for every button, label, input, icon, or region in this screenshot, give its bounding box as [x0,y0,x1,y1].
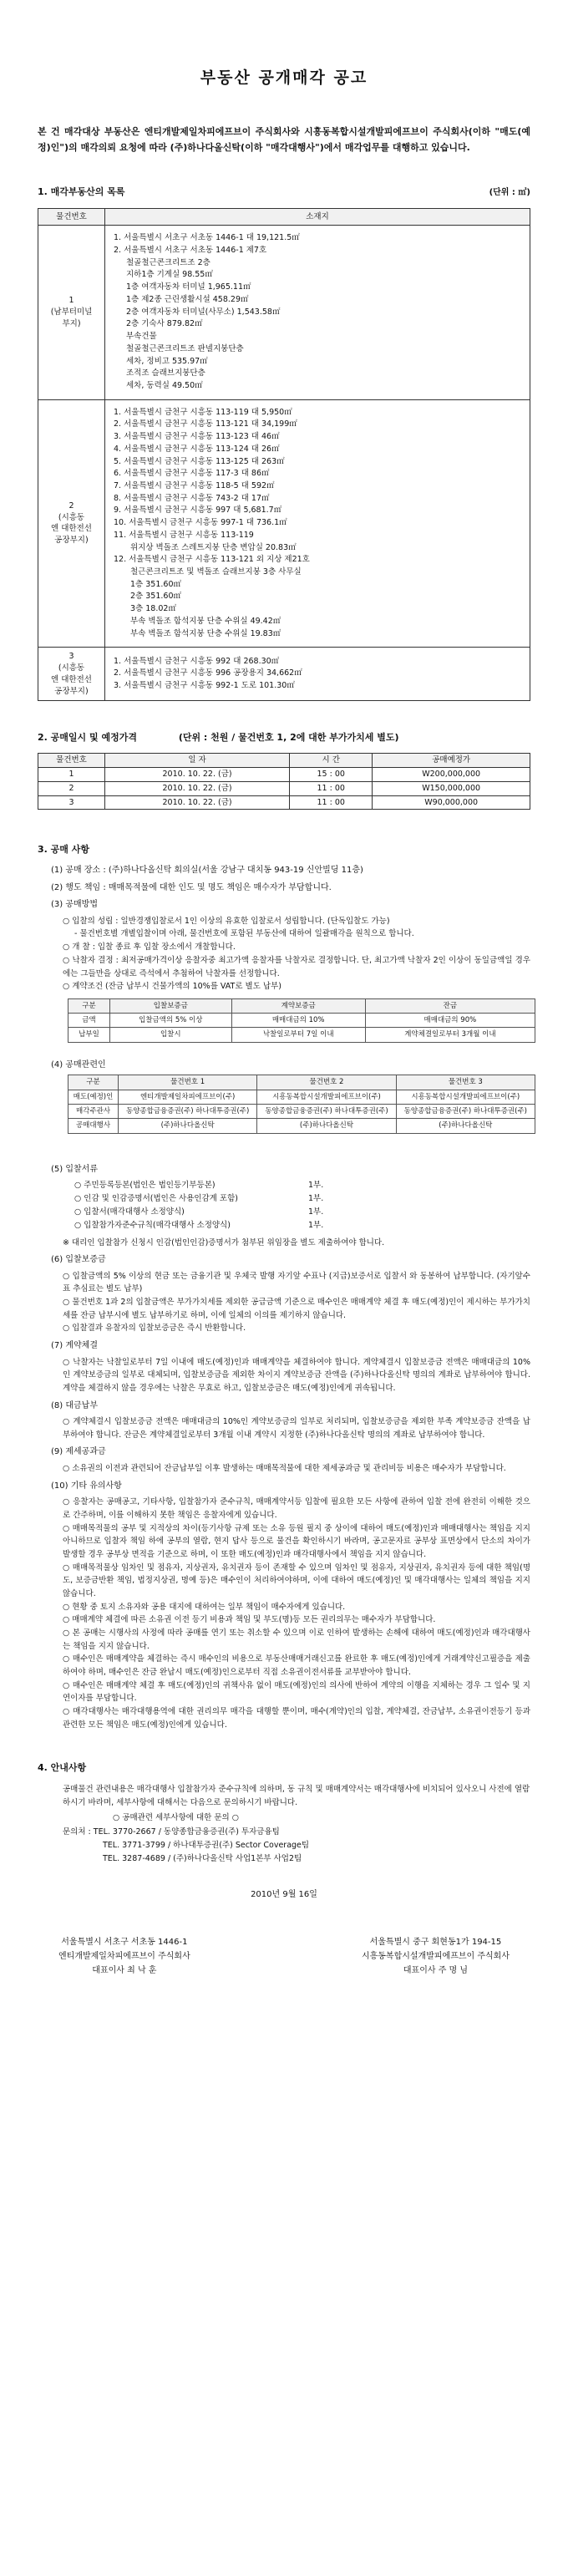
method-bid-unit: - 물건번호별 개별입찰이며 아래, 물건번호에 포함된 부동산에 대하여 일괄매각을 원칙으로 합니다. [74,929,414,939]
section1-unit: (단위 : ㎡) [489,188,530,198]
property-number-line: 엔 대한전선 [51,674,92,684]
payment-text: ○ 계약체결시 입찰보증금 전액은 매매대금의 10%인 계약보증금의 일부로 처리되며, 입찰보증금을 제외한 부족 계약보증금 잔액을 납부하여야 합니다. 잔금은 계약체결일로부터 3개월 이내 계약시 지정한 (주)하나다올신탁 명의의 계좌로 납부하여야 합니다. [63,1417,530,1440]
deposit-refund: ○ 입찰결과 유찰자의 입찰보증금은 즉시 반환합니다. [63,1324,246,1334]
info-subtitle: ○ 공매관련 세부사항에 대한 문의 ○ [113,1813,239,1823]
location-line: 2. 서울특별시 서초구 서초동 1446-1 제7호 [114,246,267,256]
pt-col-1: 물건번호 1 [119,1075,257,1090]
contact-line-3: TEL. 3287-4689 / (주)하나다올신탁 사업1본부 사업2팀 [103,1853,302,1863]
ct-col-3: 잔금 [365,998,535,1013]
item-deposit: (6) 입찰보증금 [51,1255,106,1265]
location-line: 2층 351.60㎡ [130,592,181,602]
location-line: 1층 351.60㎡ [130,579,181,589]
seller-left [58,1935,190,1978]
col-header-price: 공매예정가 [373,754,530,768]
location-line: 철골철근콘크리트조 판넬지붕단층 [126,343,244,353]
contract-row [68,1028,535,1042]
notice-date: 2010년 9월 16일 [251,1890,317,1900]
schedule-cell: 3 [38,795,105,810]
note-item: ○ 매매목적물의 공부 및 지적상의 차이(등기사항 규제 또는 소유 등원 필지 중 상이에 대하여 매도(예정)인과 매매대행사는 책임을 지지 아니하므로 입찰자 책임 하에 공부의 열람, 현지 답사 등으로 물건을 확인하시기 바라며, 공고문자료 공부상 표면상에서 단소의 차이가 발생할 경우 공부상 면적을 기준으로 하며, 이 또한 매도(예정)인과 매각대행사에서 책임을 지지 않습니다. [63,1523,530,1559]
pt-col-3: 물건번호 3 [396,1075,535,1090]
location-line: 12. 서울특별시 금천구 시흥동 113-121 외 지상 제21호 [114,555,310,565]
location-line: 2. 서울특별시 금천구 시흥동 996 공장용지 34,662㎡ [114,668,302,678]
property-location-cell [105,648,530,701]
property-list-table [38,208,530,702]
pt-col-0: 구분 [68,1075,119,1090]
seller-right-address: 서울특별시 중구 회현동1가 194-15 [369,1937,502,1947]
location-line: 10. 서울특별시 금천구 시흥동 997-1 대 736.1㎡ [114,518,287,528]
location-line: 1. 서울특별시 금천구 시흥동 992 대 268.30㎡ [114,656,280,666]
property-number-cell [38,399,105,648]
document-item [38,1179,530,1192]
property-location-cell [105,399,530,648]
note-item: ○ 응찰자는 공매공고, 기타사항, 입찰참가자 준수규칙, 매매계약서등 입찰에 필요한 모든 사항에 관하여 입찰 전에 완전히 이해한 것으로 간주하며, 이를 이해하지 못한 책임은 응찰자에게 있습니다. [63,1497,530,1520]
col-header-location: 소재지 [105,208,530,226]
location-line: 2. 서울특별시 금천구 시흥동 113-121 대 34,199㎡ [114,419,297,429]
contract-row [68,1014,535,1028]
parties-table [68,1075,535,1133]
contract-cell: 낙찰일로부터 7일 이내 [231,1028,365,1042]
party-cell: (주)하나다올신탁 [119,1119,257,1133]
contract-cell: 계약체결일로부터 3개월 이내 [365,1028,535,1042]
location-line: 세차, 동력실 49.50㎡ [126,380,203,390]
schedule-cell: 2010. 10. 22. (금) [105,768,290,782]
document-name: ○ 인감 및 인감증명서(법인은 사용인감계 포함) [74,1194,238,1204]
seller-right-ceo: 대표이사 주 명 님 [403,1965,469,1975]
item-payment: (8) 대금납부 [51,1400,98,1410]
document-count: 1부. [308,1194,324,1204]
schedule-cell: 11 : 00 [290,781,373,795]
contract-text: ○ 낙찰자는 낙찰일로부터 7일 이내에 매도(예정)인과 매매계약을 체결하여야 합니다. 계약체결시 입찰보증금 전액은 매매대금의 10%인 계약보증금의 일부로 대체되며, 입찰보증금을 제외한 차이지 계약보증금 잔액을 (주)하나다올신탁 명의의 계좌로 납부하여야 합니다. 계약을 체결하지 않을 경우에는 낙찰은 무효로 하고, 입찰보증금은 매도(예정)인에게 귀속됩니다. [63,1357,530,1393]
note-item: ○ 본 공매는 시행사의 사정에 따라 공매를 연기 또는 취소할 수 있으며 이로 인하여 발생하는 손해에 대하여 매도(예정)인과 매각대행사는 책임을 지지 않습니다. [63,1628,530,1651]
schedule-row [38,795,530,810]
location-line: 부속 벽돌조 함석지붕 단층 수위실 49.42㎡ [130,616,281,626]
property-number-line: (시흥동 [58,663,85,673]
document-name: ○ 입찰서(매각대행사 소정양식) [74,1207,185,1217]
section3-heading: 3. 공매 사항 [38,844,89,856]
party-cell: 매각주관사 [68,1104,119,1118]
property-number-line: 공장부지) [54,686,89,696]
location-line: 9. 서울특별시 금천구 시흥동 997 대 5,681.7㎡ [114,506,282,516]
seller-right [362,1935,510,1978]
property-number-line: 3 [68,652,74,662]
party-cell: 동양종합금융증권(주) 하나대투증권(주) [119,1104,257,1118]
property-number-line: 부지) [62,318,81,328]
location-line: 위지상 벽돌조 스레트지붕 단층 변압실 20.83㎡ [130,542,297,552]
party-row [68,1090,535,1104]
method-winner: ○ 낙찰자 결정 : 최저공매가격이상 응찰자중 최고가액 응찰자를 낙찰자로 결정합니다. 단, 최고가액 낙찰자 2인 이상이 동일금액일 경우에는 그들만을 상대로 즉석에서 추첨하여 낙찰자를 선정합니다. [63,955,530,978]
schedule-cell: W90,000,000 [373,795,530,810]
item-delivery: (2) 행도 책임 : 매매목적물에 대한 인도 및 명도 책임은 매수자가 부담합니다. [51,882,332,892]
property-row [38,399,530,648]
documents-note: ※ 대리인 입찰참가 신청시 인감(법인인감)증명서가 첨부된 위임장을 별도 제출하여야 합니다. [63,1237,385,1247]
property-number-line: 엔 대한전선 [51,524,92,534]
schedule-row [38,781,530,795]
auction-schedule-table [38,753,530,810]
party-cell: 공매대행사 [68,1119,119,1133]
seller-right-company: 시흥동복합시설개발피에프브이 주식회사 [361,1951,510,1961]
schedule-cell: 2010. 10. 22. (금) [105,795,290,810]
location-line: 부속 벽돌조 함석지붕 단층 수위실 19.83㎡ [130,628,281,638]
note-item: ○ 매매계약 체결에 따른 소유권 이전 등기 비용과 책임 및 부도(명)등 모든 권리의무는 매수자가 부담합니다. [63,1615,436,1625]
location-line: 1층 여객자동차 터미널 1,965.11㎡ [126,282,251,292]
schedule-cell: W150,000,000 [373,781,530,795]
location-line: 8. 서울특별시 금천구 시흥동 743-2 대 17㎡ [114,493,270,503]
property-row [38,226,530,399]
schedule-cell: 2 [38,781,105,795]
property-location-cell [105,226,530,399]
party-cell: 시흥동복합시설개발피에프브이(주) [396,1090,535,1104]
location-line: 5. 서울특별시 금천구 시흥동 113-125 대 263㎡ [114,456,285,466]
party-cell: 동양종합금융증권(주) 하나대투증권(주) [396,1104,535,1118]
ct-col-2: 계약보증금 [231,998,365,1013]
schedule-cell: 15 : 00 [290,768,373,782]
document-name: ○ 입찰참가자준수규칙(매각대행사 소정양식) [74,1221,231,1231]
schedule-cell: 2010. 10. 22. (금) [105,781,290,795]
seller-left-ceo: 대표이사 최 낙 훈 [92,1965,157,1975]
property-number-line: 1 [68,296,74,306]
contact-line-2: TEL. 3771-3799 / 하나대투증권(주) Sector Coverage팀 [103,1840,310,1850]
col-header-number: 물건번호 [38,754,105,768]
location-line: 1. 서울특별시 금천구 시흥동 113-119 대 5,950㎡ [114,407,292,417]
party-cell: 시흥동복합시설개발피에프브이(주) [257,1090,396,1104]
property-number-cell [38,226,105,399]
method-opening: ○ 개 찰 : 입찰 종료 후 입찰 장소에서 개찰합니다. [63,943,236,953]
property-number-line: 2 [68,500,74,511]
note-item: ○ 매수인은 매매계약을 체결하는 즉시 매수인의 비용으로 부동산매매거래신고를 완료한 후 매도(예정)인에게 거래계약신고필증을 제출하여야 하며, 매수인은 잔금 완납시 매도(예정)인으로부터 직접 소유권이전서류를 교부받아야 합니다. [63,1654,530,1677]
section2-header [38,731,530,744]
section2-unit: (단위 : 천원 / 물건번호 1, 2에 대한 부가가치세 별도) [178,732,399,744]
intro-paragraph: 본 건 매각대상 부동산은 엔티개발제일차피에프브이 주식회사와 시흥동복합시설개발피에프브이 주식회사(이하 "매도(예정)인")의 매각의뢰 요청에 따라 (주)하나다올신탁(이하 "매각대행사")에서 매각업무를 대행하고 있습니다. [38,125,530,153]
document-item [38,1206,530,1219]
location-line: 3. 서울특별시 금천구 시흥동 113-123 대 46㎡ [114,432,280,442]
property-number-line: 공장부지) [54,536,89,546]
location-line: 부속건물 [126,332,157,342]
location-line: 2층 기숙사 879.82㎡ [126,319,203,329]
document-count: 1부. [308,1207,324,1217]
schedule-cell: 1 [38,768,105,782]
section2-heading: 2. 공매일시 및 예정가격 [38,732,137,744]
location-line: 1. 서울특별시 서초구 서초동 1446-1 대 19,121.5㎡ [114,233,300,243]
item-contract: (7) 계약체결 [51,1341,98,1351]
contact-line-1: 문의처 : TEL. 3770-2667 / 동양종합금융증권(주) 투자금융팀 [63,1827,280,1837]
section1-heading: 1. 매각부동산의 목록 [38,186,125,198]
contract-cell: 납부일 [68,1028,110,1042]
location-line: 철골철근콘크리트조 2층 [126,257,210,267]
location-line: 6. 서울특별시 금천구 시흥동 117-3 대 86㎡ [114,469,270,479]
party-cell: (주)하나다올신탁 [396,1119,535,1133]
location-line: 1층 제2종 근린생활시설 458.29㎡ [126,294,249,304]
party-row [68,1104,535,1118]
item-documents: (5) 입찰서류 [51,1164,98,1174]
method-bid-formation: ○ 입찰의 성립 : 일반경쟁입찰로서 1인 이상의 유효한 입찰로서 성립합니다. (단독입찰도 가능) [63,916,390,926]
section4-heading: 4. 안내사항 [38,1762,87,1774]
property-number-cell [38,648,105,701]
item-location: (1) 공매 장소 : (주)하나다올신탁 회의실(서울 강남구 대치동 943-19 신안빌딩 11층) [51,866,363,876]
taxes-text: ○ 소유권의 이전과 관련되어 잔금납부일 이후 발생하는 매매목적물에 대한 제세공과금 및 관리비등 비용은 매수자가 부담합니다. [63,1463,506,1473]
contract-cell: 금액 [68,1014,110,1028]
property-number-line: (남부터미널 [50,307,93,318]
location-line: 11. 서울특별시 금천구 시흥동 113-119 [114,530,254,540]
party-cell: 매도(예정)인 [68,1090,119,1104]
document-name: ○ 주민등록등본(법인은 법인등기부등본) [74,1181,216,1191]
ct-col-1: 입찰보증금 [110,998,232,1013]
col-header-number: 물건번호 [38,208,105,226]
schedule-cell: 11 : 00 [290,795,373,810]
property-row [38,648,530,701]
item-notes: (10) 기타 유의사항 [51,1481,122,1491]
contract-cell: 입찰금액의 5% 이상 [110,1014,232,1028]
party-row [68,1119,535,1133]
location-line: 4. 서울특별시 금천구 시흥동 113-124 대 26㎡ [114,444,280,454]
signature-block [38,1935,530,1978]
document-count: 1부. [308,1221,324,1231]
deposit-amount: ○ 입찰금액의 5% 이상의 현금 또는 금융기관 및 우체국 발행 자기앞 수표나 (지급)보증서로 입찰서 와 동봉하여 납부합니다. (자기앞수표 추심료는 별도 납부) [63,1271,530,1294]
document-count: 1부. [308,1181,324,1191]
party-cell: 엔티개발제일차피에프브이(주) [119,1090,257,1104]
ct-col-0: 구분 [68,998,110,1013]
seller-left-address: 서울특별시 서초구 서초동 1446-1 [61,1937,188,1947]
property-number-line: (시흥동 [58,512,85,522]
method-contract: ○ 계약조건 (잔금 납부시 건물가액의 10%를 VAT로 별도 납부) [63,982,281,992]
note-item: ○ 현황 중 토지 소유자와 공용 대지에 대하여는 일부 책임이 매수자에게 있습니다. [63,1602,346,1612]
note-item: ○ 매매목적물상 임차인 및 점유자, 지상권자, 유치권자 등이 존재할 수 있으며 임차인 및 점유자, 지상권자, 유치권자 등에 대한 책임(명도, 보증금반환 책임, 법정지상권, 명예 등)은 매수인이 처리하여야하며, 이에 대하여 매도(예정)인 및 매각대행사는 일체의 책임을 지지 않습니다. [63,1562,530,1598]
location-line: 지하1층 기계실 98.55㎡ [126,270,213,280]
contract-cell: 매매대금의 10% [231,1014,365,1028]
note-item: ○ 매각대행사는 매각대행용역에 대한 권리의무 매각을 대행할 뿐이며, 매수(계약)인의 입찰, 계약체결, 잔금납부, 소유권이전등기 등과 관련한 모든 책임은 매도(예정)인에게 있습니다. [63,1706,530,1730]
contract-cell: 입찰시 [110,1028,232,1042]
location-line: 3. 서울특별시 금천구 시흥동 992-1 도로 101.30㎡ [114,681,295,691]
party-cell: (주)하나다올신탁 [257,1119,396,1133]
section1-header [38,185,530,200]
col-header-time: 시 간 [290,754,373,768]
item-taxes: (9) 제세공과금 [51,1447,106,1457]
location-line: 7. 서울특별시 금천구 시흥동 118-5 대 592㎡ [114,480,275,490]
item-method: (3) 공매방법 [51,900,98,910]
document-item [38,1192,530,1206]
location-line: 세차, 정비고 535.97㎡ [126,356,208,366]
party-cell: 동양종합금융증권(주) 하나대투증권(주) [257,1104,396,1118]
item-parties: (4) 공매관련인 [51,1059,106,1070]
location-line: 2층 여객자동차 터미널(사무소) 1,543.58㎡ [126,307,281,317]
page-title: 부동산 공개매각 공고 [200,69,368,87]
deposit-vat: ○ 물건번호 1과 2의 입찰금액은 부가가치세를 제외한 공급금액 기준으로 매수인은 매매계약 체결 후 매도(예정)인이 제시하는 부가가치세를 잔금 납부시에 별도 납부하기로 하며, 이에 일체의 이의를 제기하지 않습니다. [63,1298,530,1320]
schedule-cell: W200,000,000 [373,768,530,782]
location-line: 조적조 슬래브지붕단층 [126,368,205,379]
contract-cell: 매매대금의 90% [365,1014,535,1028]
contract-terms-table [68,998,535,1043]
pt-col-2: 물건번호 2 [257,1075,396,1090]
schedule-row [38,768,530,782]
location-line: 철근콘크리트조 및 벽돌조 슬래브지붕 3층 사무실 [130,567,302,577]
col-header-date: 일 자 [105,754,290,768]
location-line: 3층 18.02㎡ [130,604,176,614]
seller-left-company: 엔티개발제일차피에프브이 주식회사 [58,1951,190,1961]
note-item: ○ 매수인은 매매계약 체결 후 매도(예정)인의 귀책사유 없이 매도(예정)인의 의사에 반하여 계약의 이행을 지체하는 경우 그 일수 및 지연이자를 부담합니다. [63,1680,530,1704]
document-item [38,1219,530,1232]
info-text: 공매물건 관련내용은 매각대행사 입찰참가자 준수규칙에 의하며, 동 규칙 및 매매계약서는 매각대행사에 비치되어 있사오니 사전에 열람하시기 바라며, 세부사항에 대해서는 다음으로 문의하시기 바랍니다. [63,1785,530,1808]
